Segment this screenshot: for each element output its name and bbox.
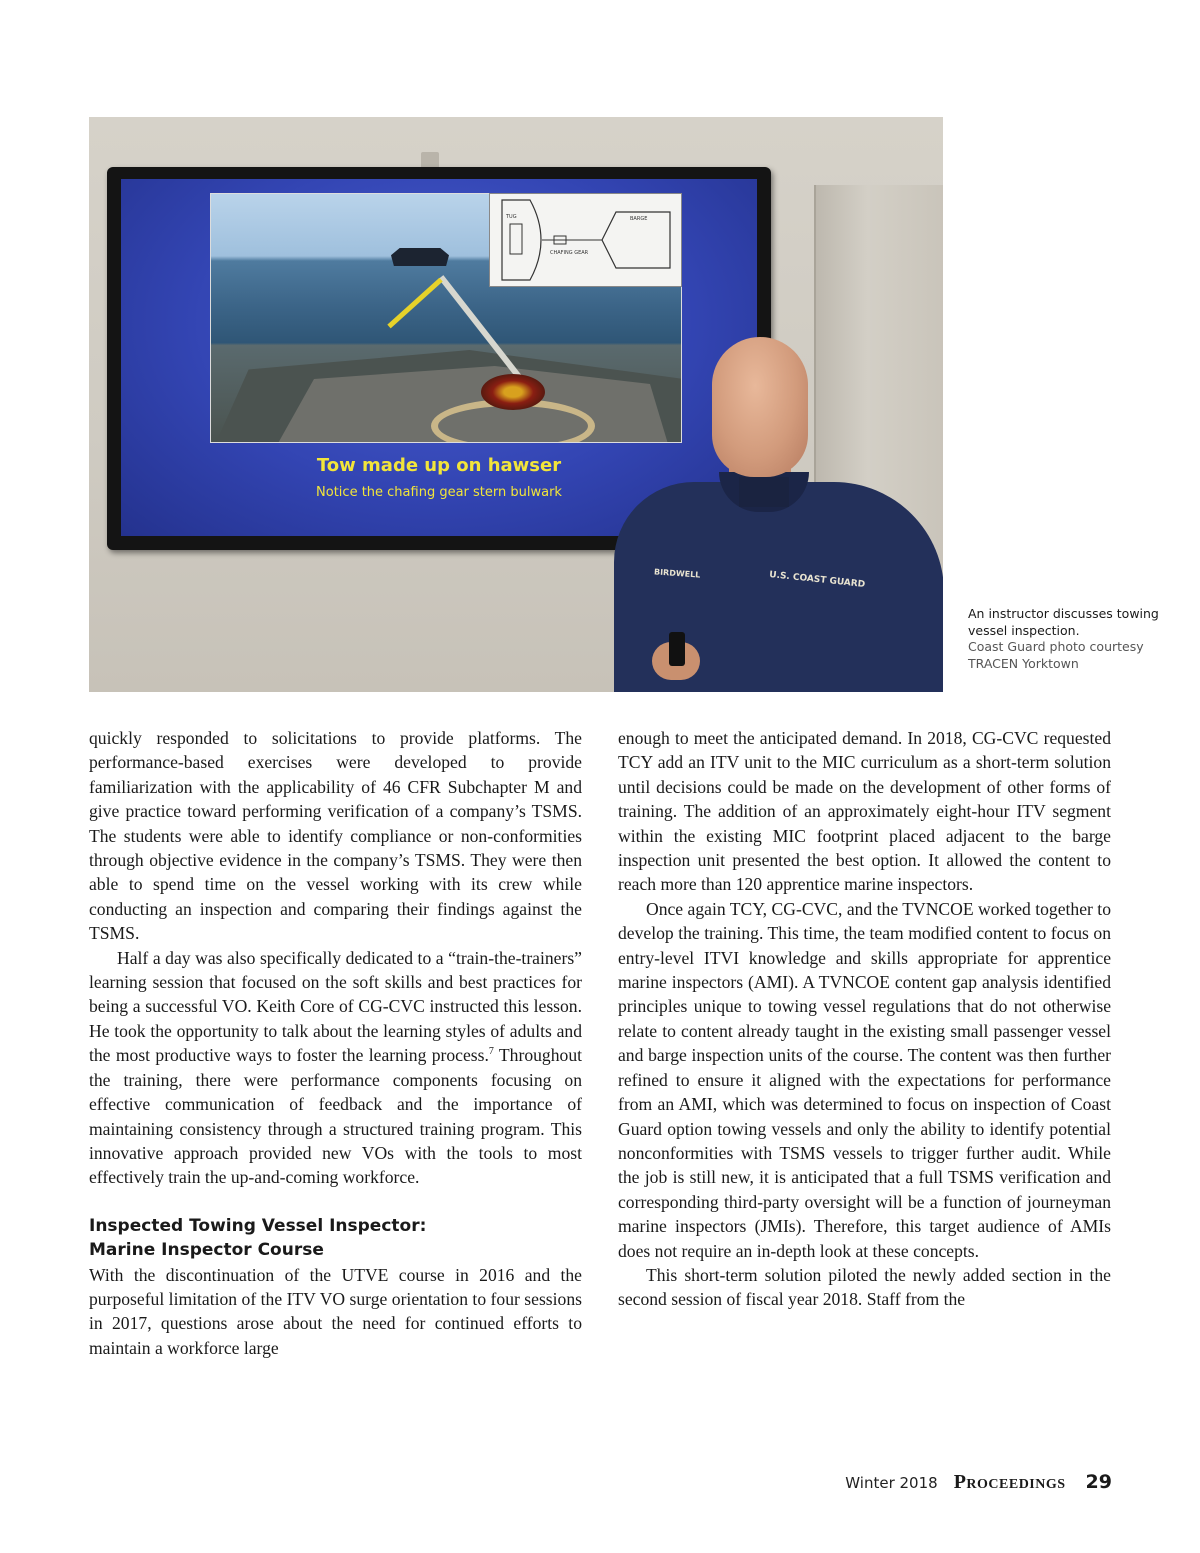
uniform-tag: U.S. COAST GUARD: [768, 569, 866, 591]
publication-name: Proceedings: [953, 1471, 1066, 1493]
caption-text: An instructor discusses towing vessel inspection.: [968, 606, 1159, 638]
left-paragraph-2-part-b: Throughout the training, there were performance components focusing on effective communication of feedback and the importance of maintaining consistency through a structured training program. This innovative approach provided new VOs with the tools to most effectively train the up-and-coming workforce.: [89, 1045, 583, 1188]
right-paragraph-2: Once again TCY, CG-CVC, and the TVNCOE worked together to develop the training. This time, the team modified content to focus on entry-level ITVI knowledge and skills appropriate for apprentice marine inspectors (AMI). A TVNCOE content gap analysis identified principles unique to towing vessel regulations that do not otherwise relate to content already taught in the existing small passenger vessel and barge inspection units of the course. The content was then further refined to ensure it aligned with the expectations for performance from an AMI, which was determined to focus on inspection of Coast Guard option towing vessels and only the ability to identify potential nonconformities with TSMS vessels to trigger further audit. While the job is still new, it is anticipated that a full TSMS verification and corresponding third-party oversight will be a function of journeyman marine inspectors (JMIs). Therefore, this target audience of AMIs does not require an in-depth look at these concepts.: [618, 898, 1111, 1261]
presentation-remote: [669, 632, 685, 666]
slide-title: Tow made up on hawser: [316, 455, 562, 476]
left-paragraph-2: [89, 946, 582, 1190]
section-heading: [89, 1214, 582, 1263]
undershirt: [739, 477, 789, 507]
article-photo: [89, 117, 943, 692]
slide-subtitle: Notice the chafing gear stern bulwark: [316, 485, 562, 500]
instructor: [614, 337, 943, 692]
bitt: [481, 374, 545, 410]
left-column: [89, 726, 582, 1360]
section-gap: [89, 1190, 582, 1214]
towed-vessel: [391, 248, 449, 266]
left-paragraph-3: With the discontinuation of the UTVE course in 2016 and the purposeful limitation of the ITV VO surge orientation to four sessions in 2017, questions arose about the need for continued efforts to maintain a workforce large: [89, 1264, 582, 1358]
page-number: 29: [1085, 1471, 1112, 1493]
right-column: [618, 726, 1111, 1312]
right-paragraph-1: enough to meet the anticipated demand. In 2018, CG-CVC requested TCY add an ITV unit to the MIC curriculum as a short-term solution until decisions could be made on the development of other forms of training. The addition of an approximately eight-hour ITV segment within the existing MIC footprint placed adjacent to the barge inspection unit presented the best option. It allowed the content to reach more than 120 apprentice marine inspectors.: [618, 728, 1111, 895]
yellow-arrow: [387, 278, 442, 329]
diagram-label-chafing-gear: CHAFING GEAR: [550, 250, 589, 256]
tow-diagram-drawing: [490, 194, 681, 286]
tow-diagram: [489, 193, 682, 287]
left-paragraph-1: quickly responded to solicitations to provide platforms. The performance-based exercises were developed to provide familiarization with the applicability of 46 CFR Subchapter M and give practice toward performing verification of a company’s TSMS. The students were able to identify compliance or non-conformities through objective evidence in the company’s TSMS. They were then able to spend time on the vessel working with its crew while conducting an inspection and comparing their findings against the TSMS.: [89, 728, 582, 944]
left-paragraph-2-part-a: Half a day was also specifically dedicated to a “train-the-trainers” learning session that focused on the soft skills and best practices for being a successful VO. Keith Core of CG-CVC instructed this lesson. He took the opportunity to talk about the learning styles of adults and the most productive ways to foster the learning process.: [89, 947, 582, 1066]
photo-caption: [968, 606, 1178, 672]
page-footer: [740, 1471, 1112, 1494]
diagram-label-tug: TUG: [506, 214, 517, 220]
issue-season: Winter 2018: [845, 1474, 938, 1492]
photo-credit: Coast Guard photo courtesy TRACEN Yorktown: [968, 639, 1144, 671]
name-tag: BIRDWELL: [653, 567, 701, 580]
heading-line-1: Inspected Towing Vessel Inspector:: [89, 1215, 427, 1236]
footnote-ref: 7: [488, 1046, 494, 1058]
diagram-label-barge: BARGE: [630, 216, 648, 222]
right-paragraph-3: This short-term solution piloted the newly added section in the second session of fiscal year 2018. Staff from the: [618, 1264, 1111, 1310]
heading-line-2: Marine Inspector Course: [89, 1240, 324, 1261]
instructor-head: [712, 337, 808, 477]
